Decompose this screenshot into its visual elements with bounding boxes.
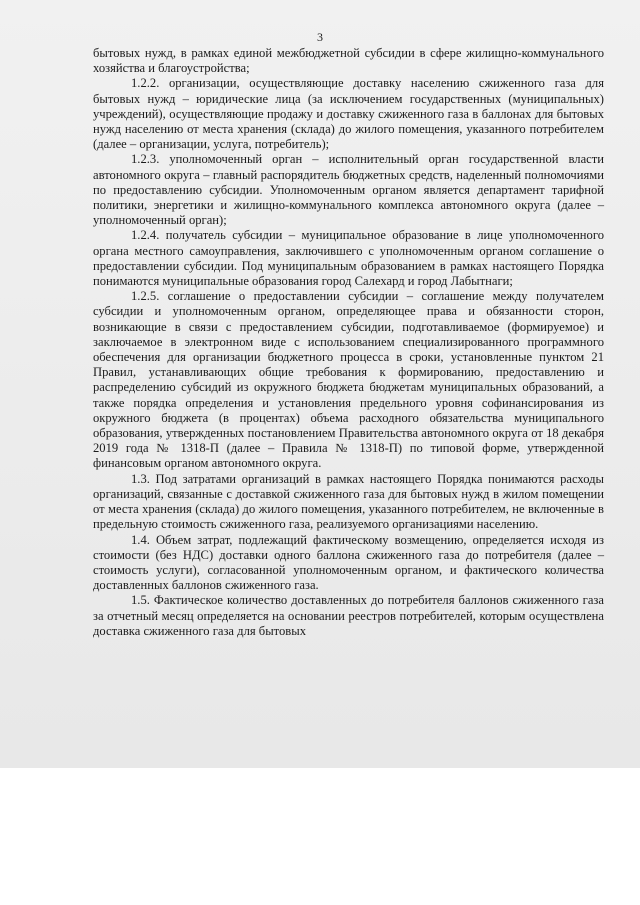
paragraph-1-2-4: 1.2.4. получатель субсидии – муниципальное образование в лице уполномоченного органа местного самоуправления, заключившего с уполномоченным органом соглашение о предоставлении субсидии. Под муниципальным образованием в рамках настоящего Порядка понимаются муниципальные образования город Салехард и город Лабытнаги;: [93, 228, 604, 289]
paragraph-1-5: 1.5. Фактическое количество доставленных до потребителя баллонов сжиженного газа за отчетный месяц определяется на основании реестров потребителей, которым осуществлена доставка сжиженного газа для бытовых: [93, 593, 604, 638]
paragraph-1-2-3: 1.2.3. уполномоченный орган – исполнительный орган государственной власти автономного округа – главный распорядитель бюджетных средств, наделенный полномочиями по предоставлению субсидии. Уполномоченным органом является департамент тарифной политики, энергетики и жилищно-коммунального комплекса автономного округа (далее – уполномоченный орган);: [93, 152, 604, 228]
paragraph-1-2-2: 1.2.2. организации, осуществляющие доставку населению сжиженного газа для бытовых нужд – юридические лица (за исключением государственных (муниципальных) учреждений), осуществляющие продажу и доставку сжиженного газа в баллонах для бытовых нужд населению от места хранения (склада) до жилого помещения, указанного потребителем (далее – организации, услуга, потребитель);: [93, 76, 604, 152]
paragraph-continuation: бытовых нужд, в рамках единой межбюджетной субсидии в сфере жилищно-коммунального хозяйства и благоустройства;: [93, 46, 604, 76]
paragraph-1-3: 1.3. Под затратами организаций в рамках настоящего Порядка понимаются расходы организаций, связанные с доставкой сжиженного газа для бытовых нужд в жилом помещении от места хранения (склада) до жилого помещения, указанного потребителем, не включенные в предельную стоимость сжиженного газа, реализуемого организациями населению.: [93, 471, 604, 532]
blank-area: [0, 768, 640, 905]
page-number: 3: [317, 30, 323, 44]
paragraph-1-2-5: 1.2.5. соглашение о предоставлении субсидии – соглашение между получателем субсидии и уполномоченным органом, определяющее права и обязанности сторон, возникающие в связи с предоставлением субсидии, подготавливаемое (формируемое) и заключаемое в электронном виде с использованием специализированного программного обеспечения для организации бюджетного процесса в сроки, установленные пунктом 21 Правил, устанавливающих общие требования к формированию, предоставлению и распределению субсидий из окружного бюджета бюджетам муниципальных образований, а также порядка определения и установления предельного уровня софинансирования из окружного бюджета (в процентах) объема расходного обязательства муниципального образования, утвержденных постановлением Правительства автономного округа от 18 декабря 2019 года № 1318-П (далее – Правила № 1318-П) по типовой форме, утвержденной финансовым органом автономного округа.: [93, 289, 604, 471]
document-body: [93, 46, 604, 639]
paragraph-1-4: 1.4. Объем затрат, подлежащий фактическому возмещению, определяется исходя из стоимости (без НДС) доставки одного баллона сжиженного газа до потребителя (далее – стоимость услуги), согласованной уполномоченным органом, и фактического количества доставленных баллонов сжиженного газа.: [93, 532, 604, 593]
